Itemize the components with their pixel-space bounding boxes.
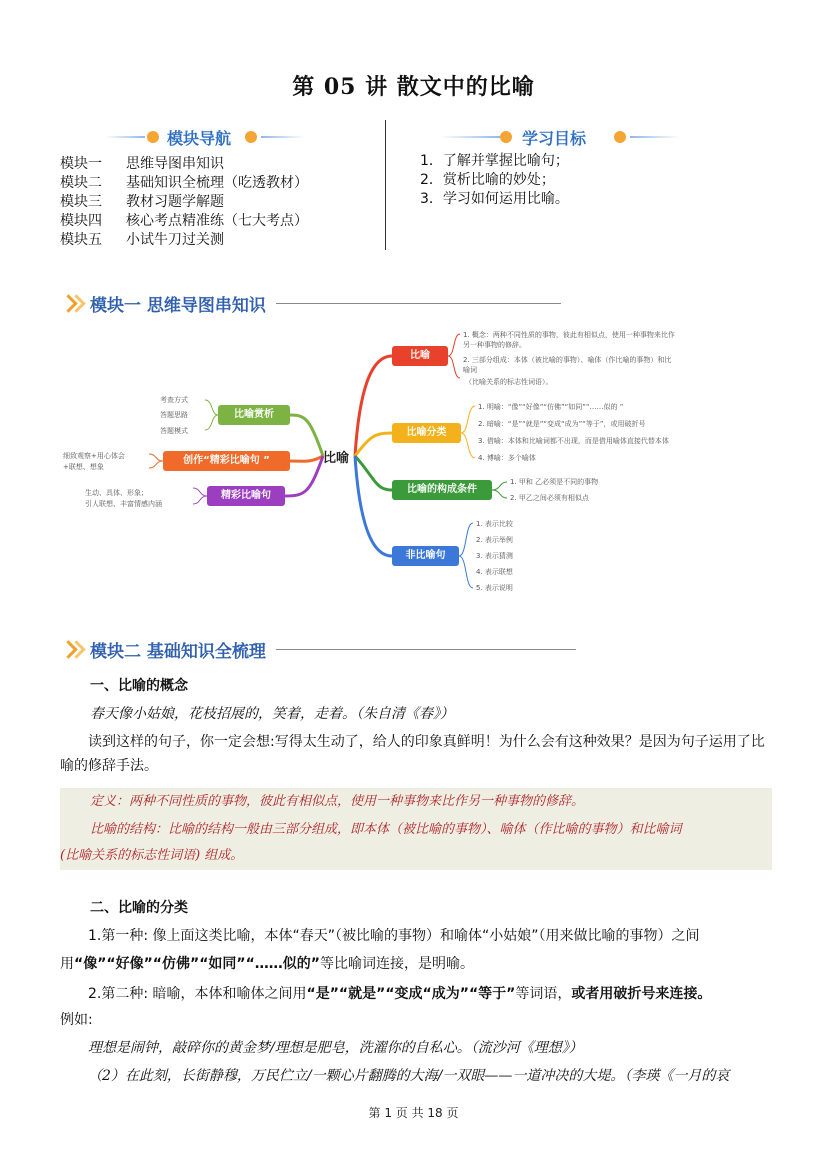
leaf-text: 1. 明喻：“像”“好像”“仿佛”“如同”“……似的 ” <box>478 403 624 411</box>
banner-dot-icon <box>245 131 257 143</box>
mind-map-center: 比喻 <box>323 451 350 466</box>
goal-item: 3．学习如何运用比喻。 <box>420 191 569 207</box>
banner-dot-icon <box>614 131 626 143</box>
branch-node: 比喻分类 <box>392 423 461 443</box>
paragraph: 读到这样的句子，你一定会想:写得太生动了，给人的印象真鲜明！为什么会有这种效果？是因为句子运用了比喻的修辞手法。 <box>60 734 765 774</box>
module-nav-list <box>60 155 308 250</box>
leaf-text: （比喻关系的标志性词语）。 <box>465 378 553 386</box>
learning-goals-list <box>420 152 569 209</box>
paragraph: 用“像”“好像”“仿佛”“如同”“……似的”等比喻词连接，是明喻。 <box>60 956 475 972</box>
leaf-text: 答题模式 <box>160 427 188 435</box>
definition-box <box>60 788 772 870</box>
nav-item[interactable]: 模块一 思维导图串知识 <box>60 156 224 172</box>
goal-item: 1．了解并掌握比喻句； <box>420 153 569 169</box>
double-chevron-icon <box>62 293 86 313</box>
branch-node: 精彩比喻句 <box>207 486 285 506</box>
leaf-text: 考查方式 <box>160 396 188 404</box>
module-nav-banner <box>105 126 305 148</box>
nav-item[interactable]: 模块三 教材习题学解题 <box>60 194 224 210</box>
leaf-text: 1. 表示比较 <box>476 520 513 528</box>
branch-node: 创作“精彩比喻句 ” <box>163 451 290 471</box>
paragraph: 2.第二种: 暗喻，本体和喻体之间用“是”“就是”“变成“成为”“等于”等词语，或者用破折号来连接。 <box>88 986 712 1002</box>
learning-goals-title: 学习目标 <box>522 129 587 148</box>
branch-node: 比喻的构成条件 <box>392 480 492 500</box>
leaf-text: 5. 表示说明 <box>476 584 513 592</box>
leaf-text: 2. 表示举例 <box>476 536 513 544</box>
branch-node: 比喻 <box>392 346 448 366</box>
branch-node: 非比喻句 <box>392 546 459 566</box>
leaf-text: 4. 表示联想 <box>476 568 513 576</box>
mind-map <box>55 318 775 608</box>
module1-header <box>62 290 561 316</box>
structure-line: 比喻的结构：比喻的结构一般由三部分组成，即本体（被比喻的事物）、喻体（作比喻的事物）和比喻词 <box>90 822 682 837</box>
learning-goals-banner <box>440 126 680 148</box>
leaf-text: 引人联想、丰富情感内涵 <box>85 500 162 508</box>
quote-text: 春天像小姑娘，花枝招展的，笑着，走着。（朱自清《春》） <box>90 706 454 722</box>
paragraph: 例如: <box>60 1012 93 1028</box>
banner-dot-icon <box>500 131 512 143</box>
definition-line: 定义：两种不同性质的事物，彼此有相似点，使用一种事物来比作另一种事物的修辞。 <box>90 794 585 809</box>
leaf-text: 2. 暗喻：“是”“就是”“变成“成为”“等于”，或用破折号 <box>478 420 646 428</box>
nav-item[interactable]: 模块五 小试牛刀过关测 <box>60 232 224 248</box>
column-divider <box>385 120 386 250</box>
structure-line-cont: (比喻关系的标志性词语) 组成。 <box>60 848 244 863</box>
page-title: 第 05 讲 散文中的比喻 <box>292 74 535 100</box>
leaf-text: 喻词 <box>463 366 477 374</box>
leaf-text: 3. 表示猜测 <box>476 552 513 560</box>
leaf-text: 1. 甲和 乙必须是不同的事物 <box>510 478 599 486</box>
leaf-text: 答题思路 <box>160 411 188 419</box>
section-heading: 二、比喻的分类 <box>90 900 188 916</box>
leaf-text: 另一种事物的修辞。 <box>463 341 526 349</box>
page-footer: 第 1 页 共 18 页 <box>368 1106 459 1120</box>
section-heading: 一、比喻的概念 <box>90 678 188 694</box>
leaf-text: +联想、想象 <box>63 463 104 471</box>
double-chevron-icon <box>62 639 86 659</box>
module2-title: 模块二 基础知识全梳理 <box>90 641 266 662</box>
leaf-text: 2. 甲乙之间必须有相似点 <box>510 494 589 502</box>
leaf-text: 3. 借喻：本体和比喻词都不出现，而是借用喻体直接代替本体 <box>478 437 669 445</box>
banner-dot-icon <box>147 131 159 143</box>
module-nav-title: 模块导航 <box>167 129 232 148</box>
module2-header <box>62 636 576 662</box>
leaf-text: 2. 三部分组成：本体（被比喻的事物）、喻体（作比喻的事物）和比 <box>463 356 672 364</box>
paragraph: 1.第一种: 像上面这类比喻，本体“春天”（被比喻的事物）和喻体“小姑娘”（用来做比喻的事物）之间 <box>88 928 700 944</box>
goal-item: 2．赏析比喻的妙处； <box>420 172 555 188</box>
module1-title: 模块一 思维导图串知识 <box>90 295 266 316</box>
nav-item[interactable]: 模块四 核心考点精准练（七大考点） <box>60 213 308 229</box>
leaf-text: 1. 概念：两种不同性质的事物，彼此有相似点，使用一种事物来比作 <box>463 331 675 339</box>
quote-text: 理想是闹钟，敲碎你的黄金梦/理想是肥皂，洗濯你的自私心。（流沙河《理想》） <box>88 1040 583 1056</box>
leaf-text: 4. 博喻：多个喻体 <box>478 454 536 462</box>
leaf-text: 生动、具体、形象； <box>85 489 148 497</box>
quote-text: （2）在此刻，长街静穆，万民伫立/一颗心片翻腾的大海/一双眼——一道冲决的大堤。（李瑛《一月的哀 <box>88 1068 730 1084</box>
branch-node: 比喻赏析 <box>218 405 290 425</box>
nav-item[interactable]: 模块二 基础知识全梳理（吃透教材） <box>60 175 308 191</box>
leaf-text: 细致观察+用心体会 <box>63 452 125 460</box>
